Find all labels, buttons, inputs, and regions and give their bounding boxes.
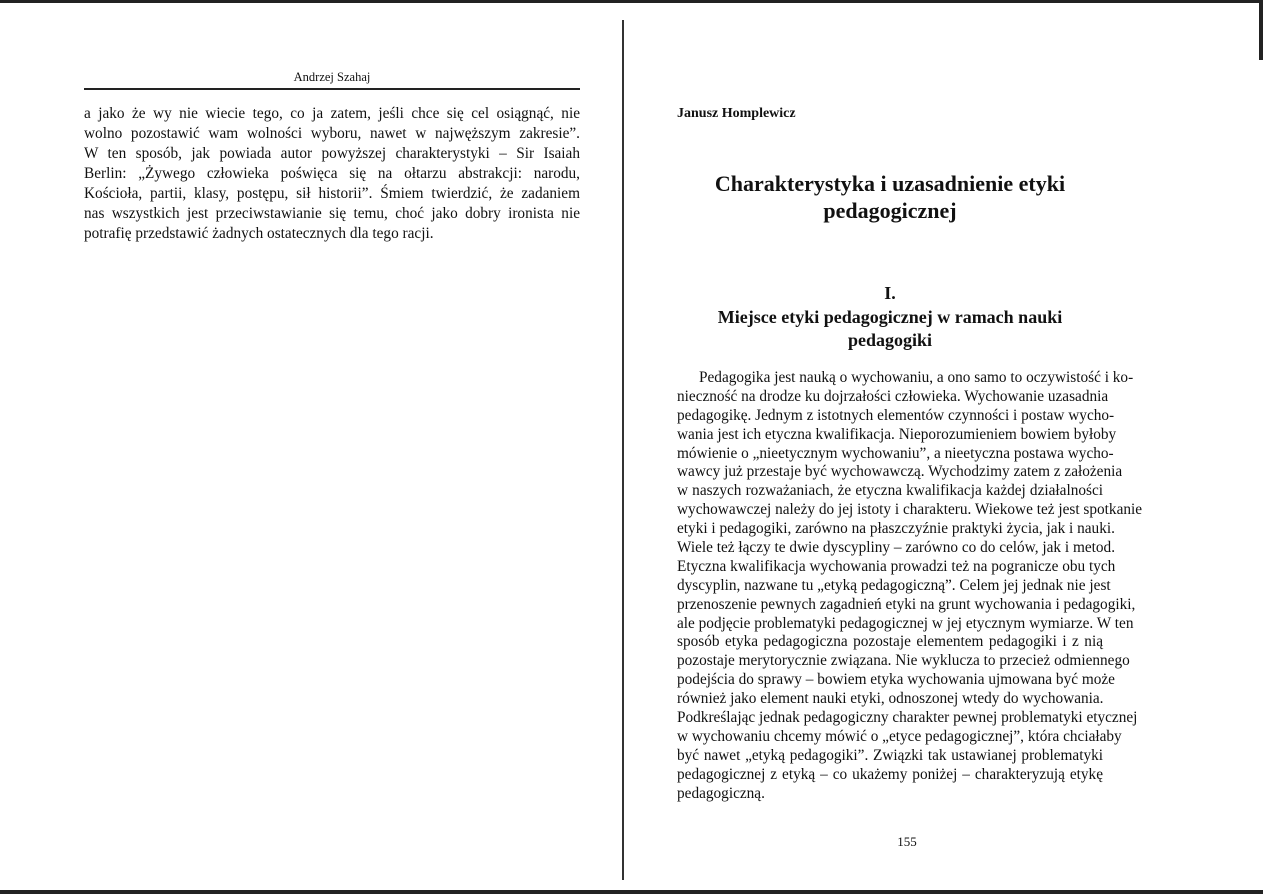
text-line: sposób etyka pedagogiczna pozostaje elementem pedagogiki i z nią <box>677 633 1103 651</box>
text-line: pedagogikę. Jednym z istotnych elementów czynności i postaw wycho- <box>677 406 1115 424</box>
text-line: Podkreślając jednak pedagogiczny charakter pewnej problematyki etycznej <box>677 709 1138 727</box>
text-line: wania jest ich etyczna kwalifikacja. Nieporozumieniem bowiem byłoby <box>677 425 1117 443</box>
section-heading <box>677 282 1103 353</box>
article-title <box>677 170 1103 224</box>
text-line: Kościoła, partii, klasy, postępu, sił historii”. Śmiem twierdzić, że zadaniem <box>84 185 580 202</box>
text-line: W ten sposób, jak powiada autor powyższej charakterystyki – Sir Isaiah <box>84 145 580 162</box>
text-line: pedagogiczną. <box>677 784 765 802</box>
text-line: nas wszystkich jest przeciwstawianie się temu, choć jako dobry ironista nie <box>84 205 580 222</box>
text-line: a jako że wy nie wiecie tego, co ja zatem, jeśli chce się cel osiągnąć, nie <box>84 105 580 122</box>
text-line: ale podjęcie problematyki pedagogicznej w jej etycznym wymiarze. W ten <box>677 614 1134 632</box>
text-line: wychowawczej należy do jej istoty i charakteru. Wiekowe też jest spotkanie <box>677 501 1143 519</box>
text-line: nieczność na drodze ku dojrzałości człowieka. Wychowanie uzasadnia <box>677 387 1109 405</box>
text-line: Etyczna kwalifikacja wychowania prowadzi też na pogranicze obu tych <box>677 557 1116 575</box>
scan-bottom-border <box>0 890 1263 894</box>
text-line: Wiele też łączy te dwie dyscypliny – zarówno co do celów, jak i metod. <box>677 539 1116 557</box>
scan-top-border <box>0 0 1263 3</box>
text-line: etyki i pedagogiki, zarówno na płaszczyźnie praktyki życia, jak i nauki. <box>677 520 1115 538</box>
text-line: pozostaje merytorycznie związana. Nie wyklucza to przecież odmiennego <box>677 652 1130 670</box>
header-rule <box>84 88 580 90</box>
text-line: mówienie o „nieetycznym wychowaniu”, a nieetyczna postawa wycho- <box>677 444 1114 462</box>
scan-edge <box>1259 0 1263 60</box>
text-line: w naszych rozważaniach, że etyczna kwalifikacja każdej działalności <box>677 482 1103 500</box>
text-line: podejścia do sprawy – bowiem etyka wychowania ujmowana być może <box>677 671 1115 689</box>
right-page-text <box>677 369 1143 803</box>
text-line: Berlin: „Żywego człowieka poświęca się na ołtarzu abstrakcji: narodu, <box>84 165 580 182</box>
section-title-line: pedagogiki <box>847 330 933 350</box>
text-line: potrafię przedstawić żadnych ostatecznych dla tego racji. <box>84 225 434 242</box>
text-line: przenoszenie pewnych zagadnień etyki na grunt wychowania i pedagogiki, <box>677 595 1136 613</box>
section-title-line: Miejsce etyki pedagogicznej w ramach nauki <box>717 306 1063 327</box>
text-line: wawcy już przestaje być wychowawczą. Wychodzimy zatem z założenia <box>677 463 1123 481</box>
left-page-text <box>84 104 580 244</box>
text-line: być nawet „etyką pedagogiki”. Związki tak ustawianej problematyki <box>677 746 1103 764</box>
text-line: pedagogicznej z etyką – co ukażemy poniżej – charakteryzują etykę <box>677 765 1103 783</box>
text-line: dyscyplin, nazwane tu „etyką pedagogiczną”. Celem jej jednak nie jest <box>677 576 1111 594</box>
text-line: również jako element nauki etyki, odnoszonej wtedy do wychowania. <box>677 690 1104 708</box>
article-author: Janusz Homplewicz <box>677 106 796 121</box>
text-line: wolno pozostawić wam wolności wyboru, nawet w najwęższym zakresie”. <box>84 125 580 142</box>
book-gutter <box>622 20 624 880</box>
page-number: 155 <box>897 834 917 849</box>
title-line: Charakterystyka i uzasadnienie etyki <box>714 171 1066 196</box>
title-line: pedagogicznej <box>823 198 957 223</box>
text-line: Pedagogika jest nauką o wychowaniu, a ono samo to oczywistość i ko- <box>699 369 1134 386</box>
section-number: I. <box>884 283 896 303</box>
running-head: Andrzej Szahaj <box>293 70 371 84</box>
text-line: w wychowaniu chcemy mówić o „etyce pedagogicznej”, która chciałaby <box>677 727 1122 745</box>
